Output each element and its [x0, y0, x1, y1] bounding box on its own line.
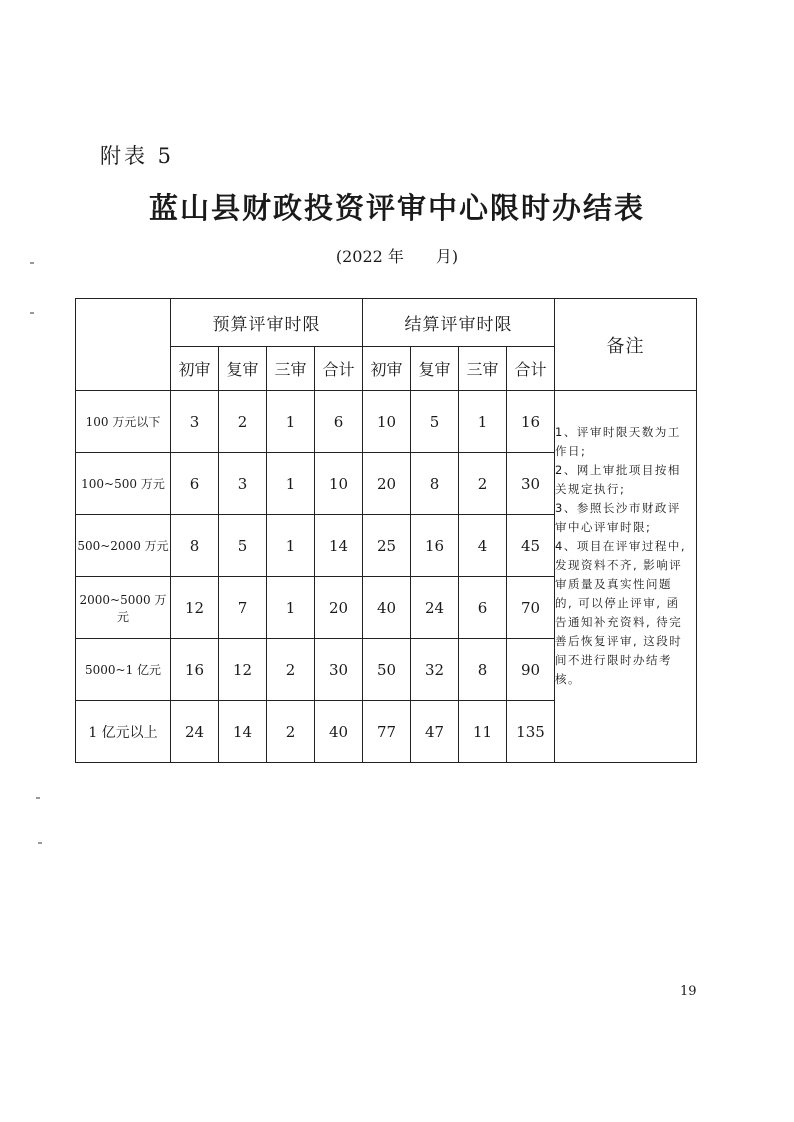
value-cell: 20 [363, 453, 411, 515]
value-cell: 5 [219, 515, 267, 577]
value-cell: 24 [411, 577, 459, 639]
value-cell: 30 [315, 639, 363, 701]
value-cell: 135 [507, 701, 555, 763]
value-cell: 6 [315, 391, 363, 453]
value-cell: 10 [363, 391, 411, 453]
time-limit-table [75, 298, 697, 763]
note-line: 4、项目在评审过程中, [555, 539, 686, 553]
settlement-group-header: 结算评审时限 [363, 299, 555, 347]
value-cell: 90 [507, 639, 555, 701]
value-cell: 77 [363, 701, 411, 763]
value-cell: 2 [219, 391, 267, 453]
value-cell: 40 [363, 577, 411, 639]
note-line: 发现资料不齐, 影响评 [555, 558, 683, 572]
value-cell: 3 [219, 453, 267, 515]
date-line: (2022 年 月) [335, 247, 459, 266]
value-cell: 24 [171, 701, 219, 763]
value-cell: 2 [459, 453, 507, 515]
scan-speck [30, 312, 34, 314]
note-line: 告通知补充资料, 待完 [555, 615, 683, 629]
value-cell: 25 [363, 515, 411, 577]
value-cell: 14 [219, 701, 267, 763]
value-cell: 8 [171, 515, 219, 577]
value-cell: 10 [315, 453, 363, 515]
value-cell: 40 [315, 701, 363, 763]
corner-cell [76, 299, 171, 391]
row-label: 1 亿元以上 [76, 701, 171, 763]
sub-header: 复审 [411, 347, 459, 391]
value-cell: 12 [171, 577, 219, 639]
value-cell: 45 [507, 515, 555, 577]
value-cell: 12 [219, 639, 267, 701]
value-cell: 6 [171, 453, 219, 515]
appendix-label: 附表 5 [100, 144, 175, 168]
sub-header: 合计 [315, 347, 363, 391]
row-label: 5000~1 亿元 [76, 639, 171, 701]
sub-header: 复审 [219, 347, 267, 391]
note-line: 间不进行限时办结考 [555, 653, 672, 667]
row-label: 500~2000 万元 [76, 515, 171, 577]
value-cell: 8 [411, 453, 459, 515]
value-cell: 1 [267, 391, 315, 453]
scan-speck [36, 797, 40, 799]
value-cell: 11 [459, 701, 507, 763]
value-cell: 7 [219, 577, 267, 639]
page-number: 19 [680, 984, 697, 999]
value-cell: 1 [267, 577, 315, 639]
sub-header: 初审 [171, 347, 219, 391]
note-line: 2、网上审批项目按相 [555, 463, 681, 477]
row-label: 100 万元以下 [76, 391, 171, 453]
value-cell: 1 [459, 391, 507, 453]
sub-header: 合计 [507, 347, 555, 391]
value-cell: 1 [267, 515, 315, 577]
note-line: 审中心评审时限; [555, 520, 652, 534]
value-cell: 14 [315, 515, 363, 577]
note-line: 关规定执行; [555, 482, 626, 496]
note-line: 3、参照长沙市财政评 [555, 501, 681, 515]
note-line: 的, 可以停止评审, 函 [555, 596, 680, 610]
value-cell: 32 [411, 639, 459, 701]
note-line: 1、评审时限天数为工 [555, 425, 681, 439]
value-cell: 2 [267, 639, 315, 701]
note-line: 审质量及真实性问题 [555, 577, 672, 591]
scan-speck [30, 262, 34, 264]
note-line: 核。 [555, 672, 581, 686]
value-cell: 5 [411, 391, 459, 453]
notes-cell [555, 391, 697, 763]
table-row [76, 391, 697, 453]
document-title: 蓝山县财政投资评审中心限时办结表 [148, 191, 645, 225]
budget-group-header: 预算评审时限 [171, 299, 363, 347]
value-cell: 47 [411, 701, 459, 763]
value-cell: 3 [171, 391, 219, 453]
value-cell: 2 [267, 701, 315, 763]
value-cell: 20 [315, 577, 363, 639]
note-header: 备注 [555, 299, 697, 391]
note-line: 作日; [555, 444, 587, 458]
value-cell: 16 [171, 639, 219, 701]
value-cell: 30 [507, 453, 555, 515]
value-cell: 50 [363, 639, 411, 701]
row-label: 2000~5000 万元 [76, 577, 171, 639]
scan-speck [38, 842, 42, 844]
row-label: 100~500 万元 [76, 453, 171, 515]
value-cell: 4 [459, 515, 507, 577]
note-line: 善后恢复评审, 这段时 [555, 634, 683, 648]
value-cell: 70 [507, 577, 555, 639]
value-cell: 6 [459, 577, 507, 639]
value-cell: 1 [267, 453, 315, 515]
sub-header: 初审 [363, 347, 411, 391]
value-cell: 16 [411, 515, 459, 577]
sub-header: 三审 [267, 347, 315, 391]
sub-header: 三审 [459, 347, 507, 391]
value-cell: 16 [507, 391, 555, 453]
value-cell: 8 [459, 639, 507, 701]
